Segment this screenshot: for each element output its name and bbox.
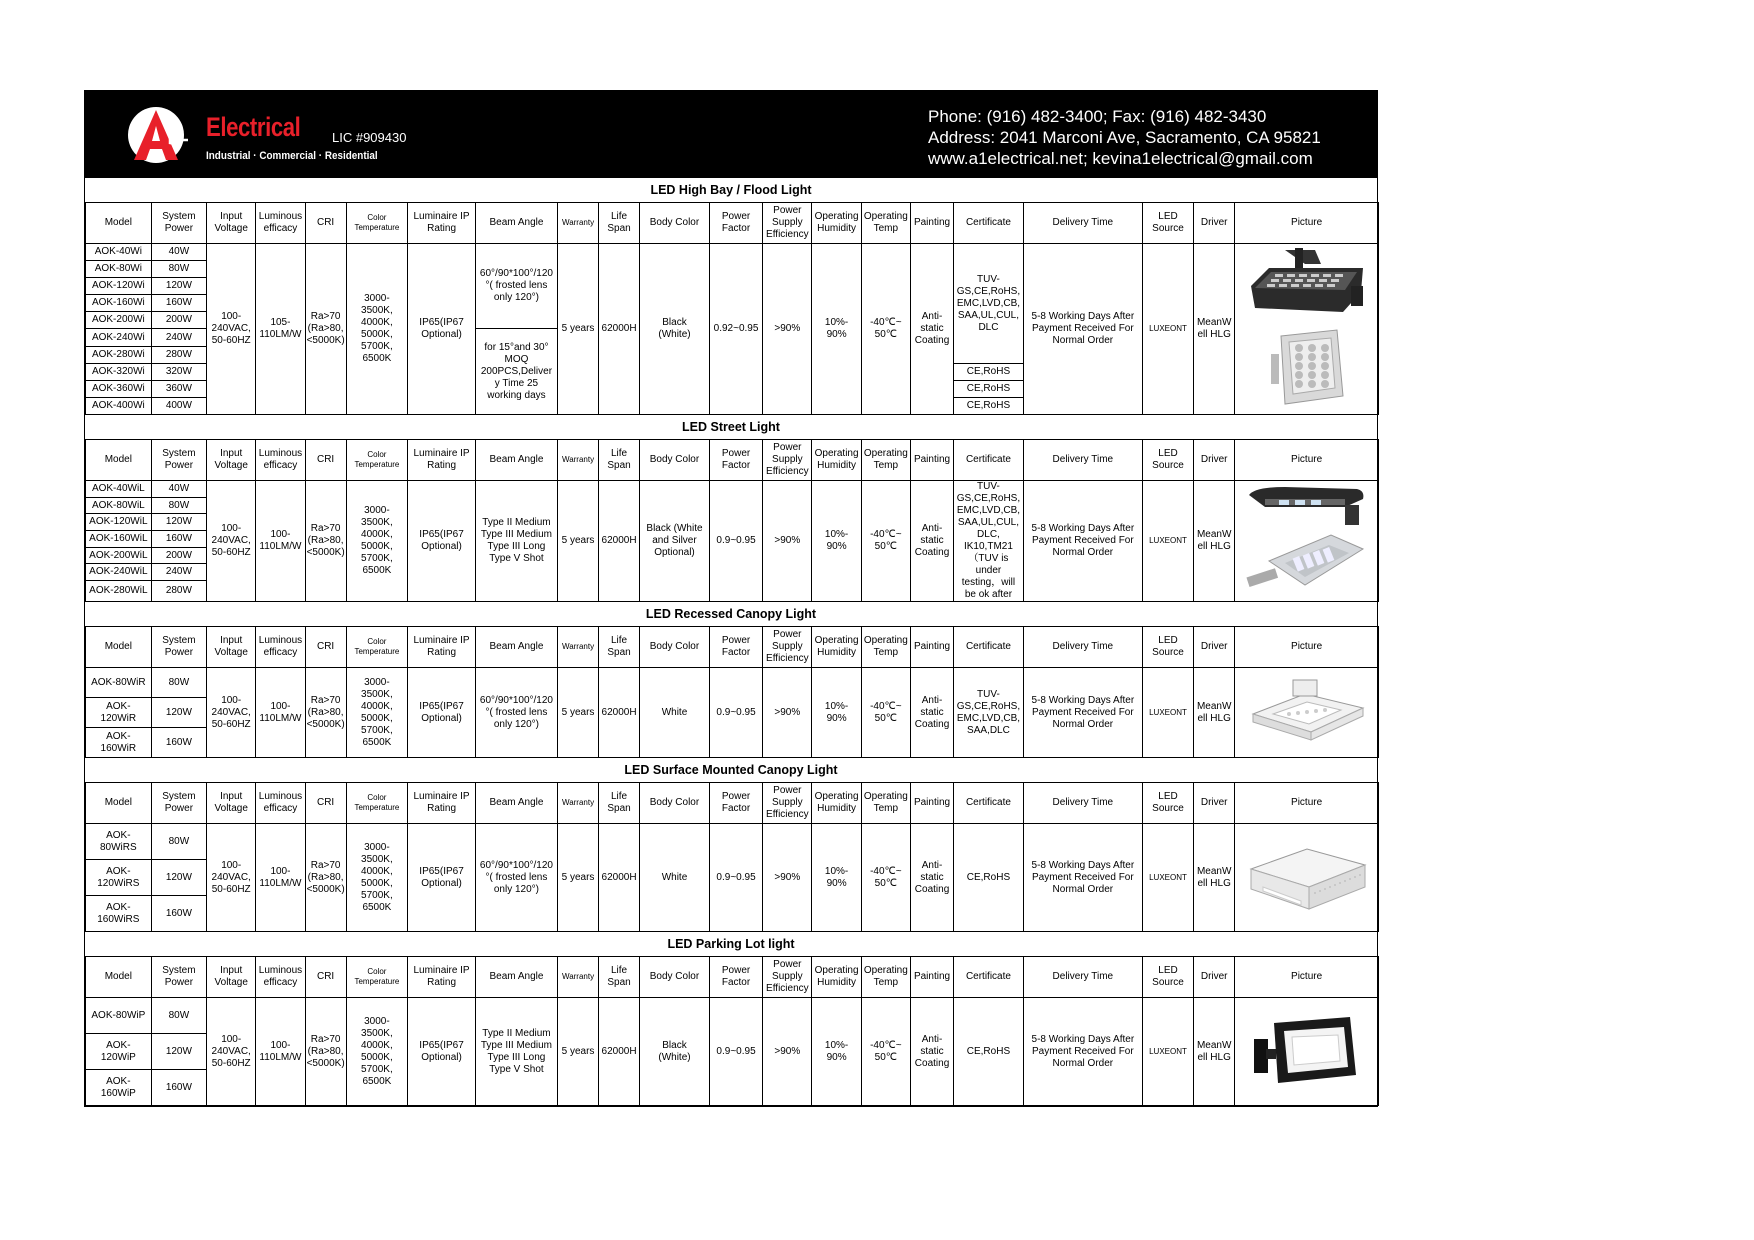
- column-header: System Power: [151, 627, 206, 668]
- power-cell: 80W: [151, 261, 206, 278]
- column-header: Model: [86, 440, 152, 481]
- column-header: System Power: [151, 783, 206, 824]
- column-header: Life Span: [599, 627, 640, 668]
- efficacy-cell: 100- 110LM/W: [256, 824, 305, 932]
- certificate-cell: CE,RoHS: [954, 824, 1024, 932]
- model-cell: AOK- 160WiRS: [86, 896, 152, 932]
- model-cell: AOK- 120WiRS: [86, 860, 152, 896]
- surface-canopy-icon: [1236, 835, 1377, 921]
- cri-cell: Ra>70 (Ra>80, <5000K): [305, 668, 346, 758]
- power-cell: 160W: [151, 896, 206, 932]
- power-cell: 280W: [151, 347, 206, 364]
- power-factor-cell: 0.9~0.95: [709, 668, 762, 758]
- beam-angle-cell: 60°/90*100°/120 °( frosted lens only 120°): [475, 244, 557, 329]
- picture-cell: [1235, 998, 1379, 1106]
- power-cell: 240W: [151, 329, 206, 347]
- picture-cell: [1235, 824, 1379, 932]
- power-cell: 400W: [151, 398, 206, 415]
- body-color-cell: Black (White and Silver Optional): [640, 481, 710, 602]
- body-color-cell: Black (White): [640, 244, 710, 415]
- color-temp-cell: 3000- 3500K, 4000K, 5000K, 5700K, 6500K: [346, 244, 408, 415]
- power-cell: 240W: [151, 564, 206, 581]
- certificate-cell: CE,RoHS: [954, 998, 1024, 1106]
- ip-rating-cell: IP65(IP67 Optional): [408, 481, 476, 602]
- power-cell: 120W: [151, 698, 206, 728]
- column-header: Picture: [1235, 627, 1379, 668]
- column-header: Luminous efficacy: [256, 783, 305, 824]
- column-header: Painting: [910, 957, 953, 998]
- table-row: [86, 824, 1379, 860]
- operating-temp-cell: -40℃~ 50℃: [861, 668, 910, 758]
- ip-rating-cell: IP65(IP67 Optional): [408, 998, 476, 1106]
- column-header-row: [86, 203, 1379, 244]
- power-cell: 200W: [151, 547, 206, 564]
- column-header: Power Factor: [709, 957, 762, 998]
- model-cell: AOK-240WiL: [86, 564, 152, 581]
- column-header: Luminaire IP Rating: [408, 627, 476, 668]
- power-cell: 120W: [151, 1034, 206, 1070]
- column-header: Power Factor: [709, 203, 762, 244]
- power-cell: 200W: [151, 312, 206, 329]
- painting-cell: Anti- static Coating: [910, 244, 953, 415]
- power-cell: 160W: [151, 295, 206, 312]
- operating-temp-cell: -40℃~ 50℃: [861, 244, 910, 415]
- driver-cell: MeanW ell HLG: [1194, 998, 1235, 1106]
- model-cell: AOK-120Wi: [86, 278, 152, 295]
- picture-cell: [1235, 481, 1379, 602]
- cri-cell: Ra>70 (Ra>80, <5000K): [305, 481, 346, 602]
- model-cell: AOK-360Wi: [86, 381, 152, 398]
- delivery-time-cell: 5-8 Working Days After Payment Received For Normal Order: [1023, 481, 1142, 602]
- power-cell: 360W: [151, 381, 206, 398]
- column-header: Luminous efficacy: [256, 957, 305, 998]
- lifespan-cell: 62000H: [599, 998, 640, 1106]
- column-header: Life Span: [599, 203, 640, 244]
- operating-temp-cell: -40℃~ 50℃: [861, 824, 910, 932]
- lifespan-cell: 62000H: [599, 668, 640, 758]
- column-header: Model: [86, 203, 152, 244]
- column-header: Painting: [910, 783, 953, 824]
- web-email[interactable]: www.a1electrical.net; kevina1electrical@gmail.com: [928, 149, 1313, 168]
- delivery-time-cell: 5-8 Working Days After Payment Received For Normal Order: [1023, 998, 1142, 1106]
- power-factor-cell: 0.9~0.95: [709, 481, 762, 602]
- column-header: Beam Angle: [475, 957, 557, 998]
- humidity-cell: 10%- 90%: [812, 244, 861, 415]
- column-header: Body Color: [640, 203, 710, 244]
- model-cell: AOK- 160WiR: [86, 728, 152, 758]
- column-header: Delivery Time: [1023, 440, 1142, 481]
- power-cell: 80W: [151, 497, 206, 514]
- column-header: System Power: [151, 440, 206, 481]
- column-header: Color Temperature: [346, 783, 408, 824]
- column-header: Certificate: [954, 440, 1024, 481]
- column-header-row: [86, 957, 1379, 998]
- cri-cell: Ra>70 (Ra>80, <5000K): [305, 824, 346, 932]
- model-cell: AOK-400Wi: [86, 398, 152, 415]
- color-temp-cell: 3000- 3500K, 4000K, 5000K, 5700K, 6500K: [346, 824, 408, 932]
- driver-cell: MeanW ell HLG: [1194, 481, 1235, 602]
- beam-angle-cell: Type II Medium Type III Medium Type III Long Type V Shot: [475, 481, 557, 602]
- column-header: Driver: [1194, 783, 1235, 824]
- column-header: Driver: [1194, 440, 1235, 481]
- lifespan-cell: 62000H: [599, 244, 640, 415]
- column-header: Input Voltage: [207, 440, 256, 481]
- operating-temp-cell: -40℃~ 50℃: [861, 998, 910, 1106]
- column-header: Certificate: [954, 783, 1024, 824]
- model-cell: AOK-80WiL: [86, 497, 152, 514]
- column-header: LED Source: [1142, 627, 1193, 668]
- cri-cell: Ra>70 (Ra>80, <5000K): [305, 244, 346, 415]
- power-cell: 80W: [151, 668, 206, 698]
- column-header: CRI: [305, 203, 346, 244]
- delivery-time-cell: 5-8 Working Days After Payment Received For Normal Order: [1023, 244, 1142, 415]
- beam-angle-cell: Type II Medium Type III Medium Type III Long Type V Shot: [475, 998, 557, 1106]
- column-header: Painting: [910, 203, 953, 244]
- column-header: Operating Temp: [861, 440, 910, 481]
- spec-table: [85, 202, 1379, 415]
- painting-cell: Anti- static Coating: [910, 481, 953, 602]
- warranty-cell: 5 years: [558, 668, 599, 758]
- tagline: Industrial · Commercial · Residential: [206, 150, 378, 162]
- led-source-cell: LUXEONT: [1142, 481, 1193, 602]
- painting-cell: Anti- static Coating: [910, 998, 953, 1106]
- license-number: LIC #909430: [332, 130, 407, 145]
- column-header: Power Supply Efficiency: [763, 783, 812, 824]
- picture-cell: [1235, 668, 1379, 758]
- column-header: Certificate: [954, 957, 1024, 998]
- spec-sheet: [84, 90, 1378, 1107]
- operating-temp-cell: -40℃~ 50℃: [861, 481, 910, 602]
- column-header: Luminous efficacy: [256, 627, 305, 668]
- model-cell: AOK-80Wi: [86, 261, 152, 278]
- column-header: Warranty: [558, 783, 599, 824]
- color-temp-cell: 3000- 3500K, 4000K, 5000K, 5700K, 6500K: [346, 481, 408, 602]
- model-cell: AOK-200WiL: [86, 547, 152, 564]
- model-cell: AOK-80WiR: [86, 668, 152, 698]
- column-header: Power Supply Efficiency: [763, 440, 812, 481]
- section-title: LED Parking Lot light: [667, 937, 795, 951]
- column-header: Beam Angle: [475, 627, 557, 668]
- column-header: Beam Angle: [475, 783, 557, 824]
- column-header: Painting: [910, 627, 953, 668]
- body-color-cell: Black (White): [640, 998, 710, 1106]
- input-voltage-cell: 100- 240VAC, 50-60HZ: [207, 481, 256, 602]
- column-header: Luminous efficacy: [256, 440, 305, 481]
- column-header: Painting: [910, 440, 953, 481]
- model-cell: AOK-120WiL: [86, 514, 152, 531]
- body-color-cell: White: [640, 824, 710, 932]
- certificate-cell: TUV- GS,CE,RoHS, EMC,LVD,CB, SAA,UL,CUL, DLC: [954, 244, 1024, 364]
- input-voltage-cell: 100- 240VAC, 50-60HZ: [207, 668, 256, 758]
- parking-lot-fixture-icon: [1236, 1009, 1377, 1095]
- model-cell: AOK-280WiL: [86, 581, 152, 602]
- certificate-cell: TUV- GS,CE,RoHS, EMC,LVD,CB, SAA,DLC: [954, 668, 1024, 758]
- led-source-cell: LUXEONT: [1142, 244, 1193, 415]
- psu-efficiency-cell: >90%: [763, 481, 812, 602]
- efficacy-cell: 100- 110LM/W: [256, 998, 305, 1106]
- column-header: Picture: [1235, 957, 1379, 998]
- column-header: Delivery Time: [1023, 627, 1142, 668]
- painting-cell: Anti- static Coating: [910, 824, 953, 932]
- column-header: System Power: [151, 203, 206, 244]
- column-header: Driver: [1194, 627, 1235, 668]
- certificate-extra-cell: CE,RoHS: [954, 364, 1024, 381]
- model-cell: AOK-240Wi: [86, 329, 152, 347]
- column-header: Power Factor: [709, 783, 762, 824]
- highbay-fixture-icon: [1236, 246, 1377, 324]
- column-header: Luminaire IP Rating: [408, 783, 476, 824]
- column-header: LED Source: [1142, 957, 1193, 998]
- column-header: Certificate: [954, 627, 1024, 668]
- column-header: Operating Temp: [861, 203, 910, 244]
- humidity-cell: 10%- 90%: [812, 998, 861, 1106]
- spec-table: [85, 439, 1379, 602]
- column-header: CRI: [305, 440, 346, 481]
- input-voltage-cell: 100- 240VAC, 50-60HZ: [207, 824, 256, 932]
- model-cell: AOK- 80WiRS: [86, 824, 152, 860]
- efficacy-cell: 100- 110LM/W: [256, 481, 305, 602]
- column-header: Life Span: [599, 783, 640, 824]
- column-header: Power Supply Efficiency: [763, 627, 812, 668]
- table-row: [86, 481, 1379, 498]
- column-header: Warranty: [558, 627, 599, 668]
- column-header: Operating Humidity: [812, 783, 861, 824]
- body-color-cell: White: [640, 668, 710, 758]
- led-source-cell: LUXEONT: [1142, 824, 1193, 932]
- power-cell: 160W: [151, 531, 206, 548]
- psu-efficiency-cell: >90%: [763, 998, 812, 1106]
- model-cell: AOK-160Wi: [86, 295, 152, 312]
- column-header: LED Source: [1142, 440, 1193, 481]
- column-header: Driver: [1194, 203, 1235, 244]
- beam-angle-cell: 60°/90*100°/120 °( frosted lens only 120°): [475, 824, 557, 932]
- power-cell: 120W: [151, 860, 206, 896]
- power-factor-cell: 0.92~0.95: [709, 244, 762, 415]
- column-header: Life Span: [599, 440, 640, 481]
- brand-name: Electrical: [206, 112, 301, 142]
- efficacy-cell: 105- 110LM/W: [256, 244, 305, 415]
- column-header: Body Color: [640, 957, 710, 998]
- column-header: Delivery Time: [1023, 203, 1142, 244]
- power-cell: 80W: [151, 998, 206, 1034]
- column-header: Warranty: [558, 957, 599, 998]
- column-header: Color Temperature: [346, 957, 408, 998]
- power-cell: 280W: [151, 581, 206, 602]
- column-header: Operating Temp: [861, 627, 910, 668]
- column-header: Power Factor: [709, 627, 762, 668]
- column-header: Delivery Time: [1023, 783, 1142, 824]
- column-header: CRI: [305, 957, 346, 998]
- input-voltage-cell: 100- 240VAC, 50-60HZ: [207, 998, 256, 1106]
- warranty-cell: 5 years: [558, 244, 599, 415]
- column-header: Model: [86, 783, 152, 824]
- driver-cell: MeanW ell HLG: [1194, 824, 1235, 932]
- model-cell: AOK-160WiL: [86, 531, 152, 548]
- ip-rating-cell: IP65(IP67 Optional): [408, 668, 476, 758]
- power-cell: 160W: [151, 728, 206, 758]
- column-header: Color Temperature: [346, 203, 408, 244]
- section-title: LED Surface Mounted Canopy Light: [624, 763, 838, 777]
- color-temp-cell: 3000- 3500K, 4000K, 5000K, 5700K, 6500K: [346, 998, 408, 1106]
- column-header: Warranty: [558, 203, 599, 244]
- table-row: [86, 998, 1379, 1034]
- cri-cell: Ra>70 (Ra>80, <5000K): [305, 998, 346, 1106]
- a1-logo-icon: [126, 104, 188, 166]
- address: Address: 2041 Marconi Ave, Sacramento, CA 95821: [928, 128, 1321, 147]
- column-header: Luminaire IP Rating: [408, 957, 476, 998]
- power-cell: 320W: [151, 364, 206, 381]
- column-header-row: [86, 627, 1379, 668]
- humidity-cell: 10%- 90%: [812, 481, 861, 602]
- column-header: Operating Temp: [861, 957, 910, 998]
- column-header: Power Supply Efficiency: [763, 203, 812, 244]
- column-header: Operating Humidity: [812, 957, 861, 998]
- column-header: LED Source: [1142, 783, 1193, 824]
- column-header: Picture: [1235, 440, 1379, 481]
- spec-table: [85, 626, 1379, 758]
- column-header: Model: [86, 627, 152, 668]
- model-cell: AOK-320Wi: [86, 364, 152, 381]
- delivery-time-cell: 5-8 Working Days After Payment Received For Normal Order: [1023, 668, 1142, 758]
- power-cell: 160W: [151, 1070, 206, 1106]
- column-header: LED Source: [1142, 203, 1193, 244]
- psu-efficiency-cell: >90%: [763, 244, 812, 415]
- efficacy-cell: 100- 110LM/W: [256, 668, 305, 758]
- lifespan-cell: 62000H: [599, 481, 640, 602]
- column-header: Body Color: [640, 627, 710, 668]
- power-cell: 120W: [151, 278, 206, 295]
- power-cell: 40W: [151, 481, 206, 498]
- column-header: CRI: [305, 783, 346, 824]
- column-header-row: [86, 440, 1379, 481]
- column-header: Certificate: [954, 203, 1024, 244]
- column-header: Model: [86, 957, 152, 998]
- section-title: LED High Bay / Flood Light: [650, 183, 812, 197]
- color-temp-cell: 3000- 3500K, 4000K, 5000K, 5700K, 6500K: [346, 668, 408, 758]
- column-header: Input Voltage: [207, 957, 256, 998]
- column-header: Body Color: [640, 783, 710, 824]
- section-title: LED Street Light: [682, 420, 780, 434]
- beam-angle-cell: 60°/90*100°/120 °( frosted lens only 120°): [475, 668, 557, 758]
- column-header: Luminaire IP Rating: [408, 440, 476, 481]
- model-cell: AOK-280Wi: [86, 347, 152, 364]
- led-source-cell: LUXEONT: [1142, 668, 1193, 758]
- column-header: Luminaire IP Rating: [408, 203, 476, 244]
- column-header: Operating Humidity: [812, 203, 861, 244]
- power-cell: 120W: [151, 514, 206, 531]
- ip-rating-cell: IP65(IP67 Optional): [408, 824, 476, 932]
- column-header: Beam Angle: [475, 440, 557, 481]
- driver-cell: MeanW ell HLG: [1194, 668, 1235, 758]
- power-factor-cell: 0.9~0.95: [709, 824, 762, 932]
- power-factor-cell: 0.9~0.95: [709, 998, 762, 1106]
- column-header: Operating Temp: [861, 783, 910, 824]
- recessed-canopy-icon: [1236, 674, 1377, 752]
- power-cell: 80W: [151, 824, 206, 860]
- warranty-cell: 5 years: [558, 481, 599, 602]
- column-header: Body Color: [640, 440, 710, 481]
- model-cell: AOK- 120WiR: [86, 698, 152, 728]
- picture-cell: [1235, 244, 1379, 415]
- column-header: Life Span: [599, 957, 640, 998]
- model-cell: AOK- 160WiP: [86, 1070, 152, 1106]
- model-cell: AOK-80WiP: [86, 998, 152, 1034]
- ip-rating-cell: IP65(IP67 Optional): [408, 244, 476, 415]
- model-cell: AOK-40Wi: [86, 244, 152, 261]
- model-cell: AOK- 120WiP: [86, 1034, 152, 1070]
- column-header: Operating Humidity: [812, 627, 861, 668]
- column-header: CRI: [305, 627, 346, 668]
- driver-cell: MeanW ell HLG: [1194, 244, 1235, 415]
- beam-angle-note-cell: for 15°and 30° MOQ 200PCS,Deliver y Time 25 working days: [475, 329, 557, 415]
- column-header: Input Voltage: [207, 203, 256, 244]
- psu-efficiency-cell: >90%: [763, 668, 812, 758]
- column-header: Luminous efficacy: [256, 203, 305, 244]
- phone-fax: Phone: (916) 482-3400; Fax: (916) 482-3430: [928, 107, 1267, 126]
- column-header-row: [86, 783, 1379, 824]
- model-cell: AOK-40WiL: [86, 481, 152, 498]
- humidity-cell: 10%- 90%: [812, 824, 861, 932]
- lifespan-cell: 62000H: [599, 824, 640, 932]
- table-row: [86, 244, 1379, 261]
- column-header: Operating Humidity: [812, 440, 861, 481]
- column-header: Beam Angle: [475, 203, 557, 244]
- column-header: System Power: [151, 957, 206, 998]
- column-header: Picture: [1235, 203, 1379, 244]
- delivery-time-cell: 5-8 Working Days After Payment Received For Normal Order: [1023, 824, 1142, 932]
- spec-table: [85, 956, 1379, 1106]
- psu-efficiency-cell: >90%: [763, 824, 812, 932]
- power-cell: 40W: [151, 244, 206, 261]
- column-header: Color Temperature: [346, 440, 408, 481]
- certificate-extra-cell: CE,RoHS: [954, 381, 1024, 398]
- product-sections: [84, 178, 1378, 1107]
- warranty-cell: 5 years: [558, 998, 599, 1106]
- streetlight-silver-icon: [1236, 531, 1377, 597]
- warranty-cell: 5 years: [558, 824, 599, 932]
- column-header: Input Voltage: [207, 783, 256, 824]
- model-cell: AOK-200Wi: [86, 312, 152, 329]
- floodlight-fixture-icon: [1236, 326, 1377, 412]
- led-source-cell: LUXEONT: [1142, 998, 1193, 1106]
- humidity-cell: 10%- 90%: [812, 668, 861, 758]
- contact-block: [928, 106, 1321, 169]
- streetlight-dark-icon: [1236, 485, 1377, 529]
- letterhead: [84, 90, 1378, 178]
- column-header: Power Factor: [709, 440, 762, 481]
- column-header: Delivery Time: [1023, 957, 1142, 998]
- column-header: Power Supply Efficiency: [763, 957, 812, 998]
- column-header: Driver: [1194, 957, 1235, 998]
- certificate-cell: TUV- GS,CE,RoHS, EMC,LVD,CB, SAA,UL,CUL, DLC, IK10,TM21 （TUV is under testing，will be ok after: [954, 481, 1024, 602]
- input-voltage-cell: 100- 240VAC, 50-60HZ: [207, 244, 256, 415]
- column-header: Color Temperature: [346, 627, 408, 668]
- certificate-extra-cell: CE,RoHS: [954, 398, 1024, 415]
- column-header: Picture: [1235, 783, 1379, 824]
- table-row: [86, 668, 1379, 698]
- painting-cell: Anti- static Coating: [910, 668, 953, 758]
- spec-table: [85, 782, 1379, 932]
- column-header: Warranty: [558, 440, 599, 481]
- column-header: Input Voltage: [207, 627, 256, 668]
- section-title: LED Recessed Canopy Light: [645, 607, 817, 621]
